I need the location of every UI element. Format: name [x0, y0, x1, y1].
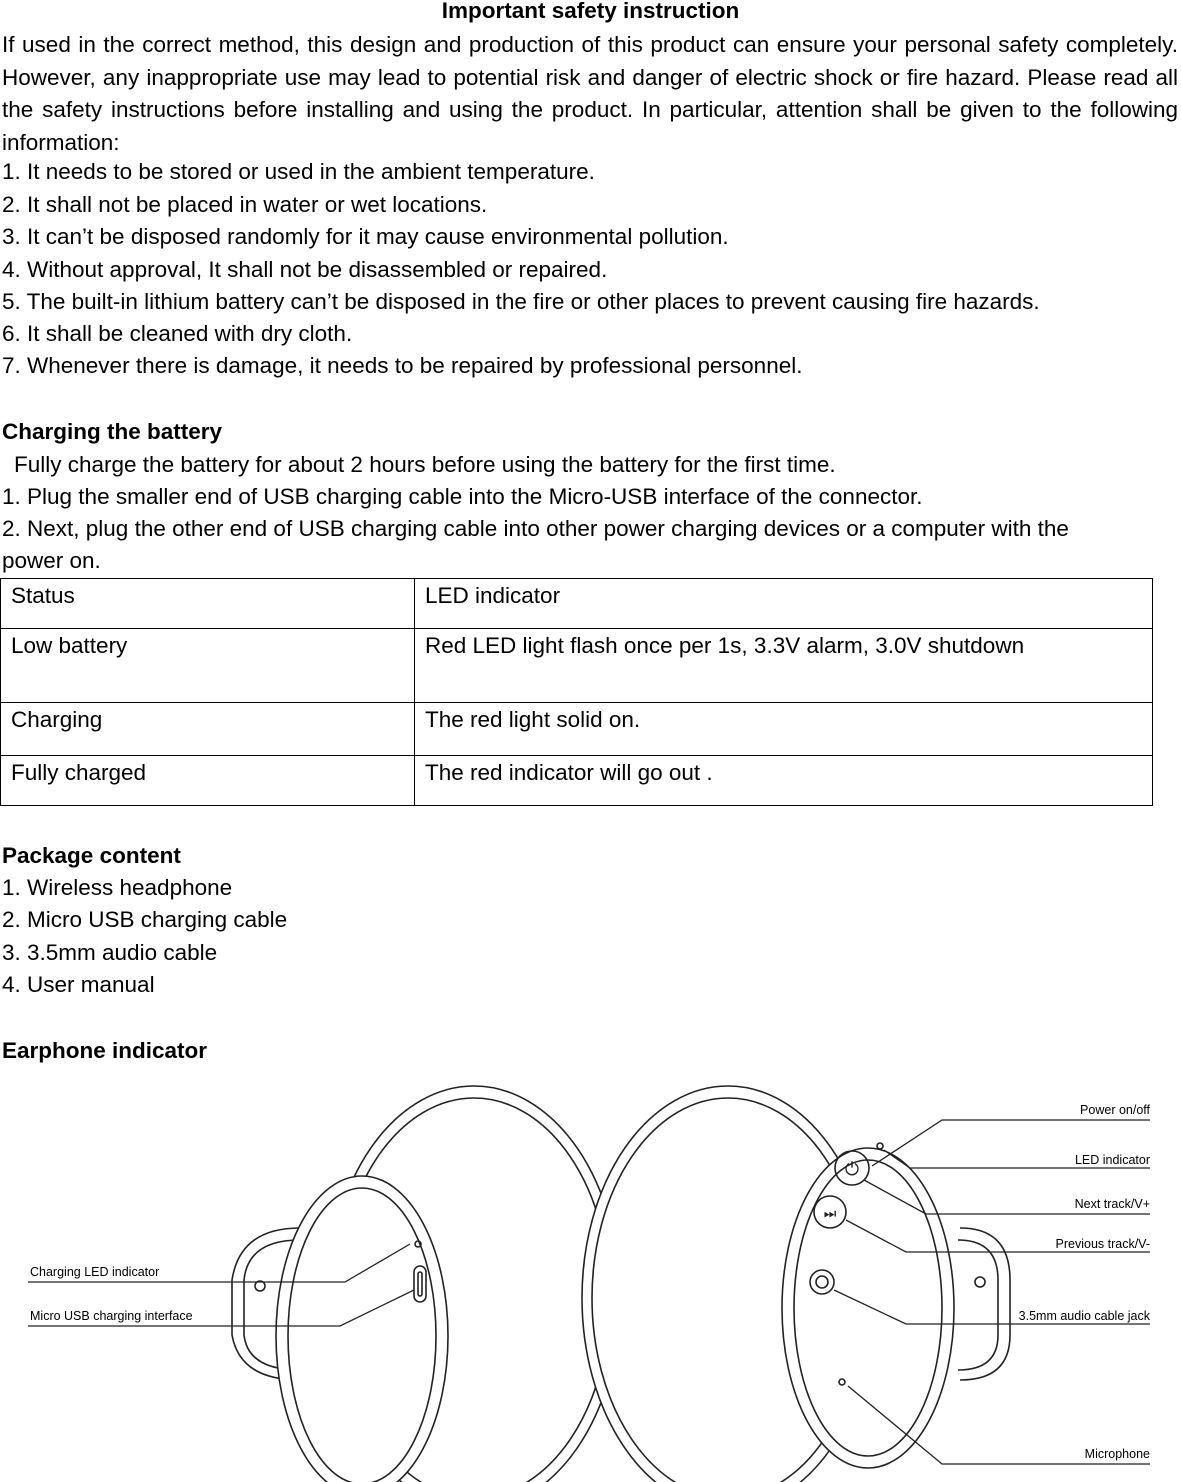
- table-cell-led: The red indicator will go out .: [415, 756, 1153, 806]
- label-previous: Previous track/V-: [1055, 1237, 1150, 1251]
- table-cell-status: Low battery: [1, 629, 415, 703]
- label-power: Power on/off: [1080, 1103, 1150, 1117]
- table-cell-status: Charging: [1, 703, 415, 756]
- earphone-heading: Earphone indicator: [2, 1038, 208, 1063]
- safety-item: 2. It shall not be placed in water or wet locations.: [2, 192, 488, 217]
- label-next: Next track/V+: [1074, 1197, 1150, 1211]
- power-icon: ⏻: [844, 1159, 860, 1179]
- package-item: 1. Wireless headphone: [2, 875, 233, 900]
- label-jack: 3.5mm audio cable jack: [1018, 1309, 1150, 1323]
- right-screw: [975, 1277, 985, 1287]
- safety-item: 1. It needs to be stored or used in the ambient temperature.: [2, 159, 595, 184]
- led-indicator-dot: [877, 1143, 883, 1149]
- package-item: 3. 3.5mm audio cable: [2, 940, 218, 965]
- led-status-table: [0, 578, 1153, 806]
- right-hinge-inner: [958, 1240, 998, 1370]
- label-charging-led: Charging LED indicator: [30, 1265, 160, 1279]
- safety-item: 7. Whenever there is damage, it needs to be repaired by professional personnel.: [2, 353, 803, 378]
- safety-item: 3. It can’t be disposed randomly for it may cause environmental pollution.: [2, 224, 729, 249]
- table-cell-status: Fully charged: [1, 756, 415, 806]
- right-earcup-face: [782, 1148, 954, 1468]
- safety-title: Important safety instruction: [441, 0, 740, 23]
- label-micro-usb: Micro USB charging interface: [30, 1309, 193, 1323]
- charging-step-2: 2. Next, plug the other end of USB charging cable into other power charging devices or a computer with the: [2, 516, 1069, 541]
- table-header-row: [1, 579, 1153, 629]
- table-cell-led: The red light solid on.: [415, 703, 1153, 756]
- charging-heading: Charging the battery: [2, 419, 223, 444]
- label-mic: Microphone: [1084, 1447, 1150, 1461]
- package-item: 2. Micro USB charging cable: [2, 907, 288, 932]
- package-item: 4. User manual: [2, 972, 155, 997]
- left-earcup-face: [276, 1176, 448, 1482]
- right-hinge: [960, 1228, 1010, 1380]
- headphone-diagram: [0, 1080, 1181, 1482]
- table-row: [1, 629, 1153, 703]
- label-led: LED indicator: [1074, 1153, 1150, 1167]
- table-row: [1, 703, 1153, 756]
- table-cell-led: Red LED light flash once per 1s, 3.3V alarm, 3.0V shutdown: [415, 629, 1153, 703]
- safety-intro: If used in the correct method, this design and production of this product can ensure your personal safety completely. However, any inappropriate use may lead to potential risk and danger of electric shock or fire hazard. Please read all the safety instructions before installing and using the product. In particular, attention shall be given to the following information:: [2, 32, 1178, 155]
- charging-note: Fully charge the battery for about 2 hours before using the battery for the first time.: [14, 452, 836, 477]
- track-icon: ⏭: [823, 1205, 837, 1221]
- charging-step-1: 1. Plug the smaller end of USB charging cable into the Micro-USB interface of the connector.: [2, 484, 923, 509]
- safety-item: 5. The built-in lithium battery can’t be disposed in the fire or other places to prevent causing fire hazards.: [2, 289, 1040, 314]
- table-row: [1, 756, 1153, 806]
- safety-item: 6. It shall be cleaned with dry cloth.: [2, 321, 353, 346]
- table-header-status: Status: [1, 579, 415, 629]
- table-header-led: LED indicator: [415, 579, 1153, 629]
- package-heading: Package content: [2, 843, 181, 868]
- charging-step-2-cont: power on.: [2, 548, 101, 573]
- safety-item: 4. Without approval, It shall not be disassembled or repaired.: [2, 257, 608, 282]
